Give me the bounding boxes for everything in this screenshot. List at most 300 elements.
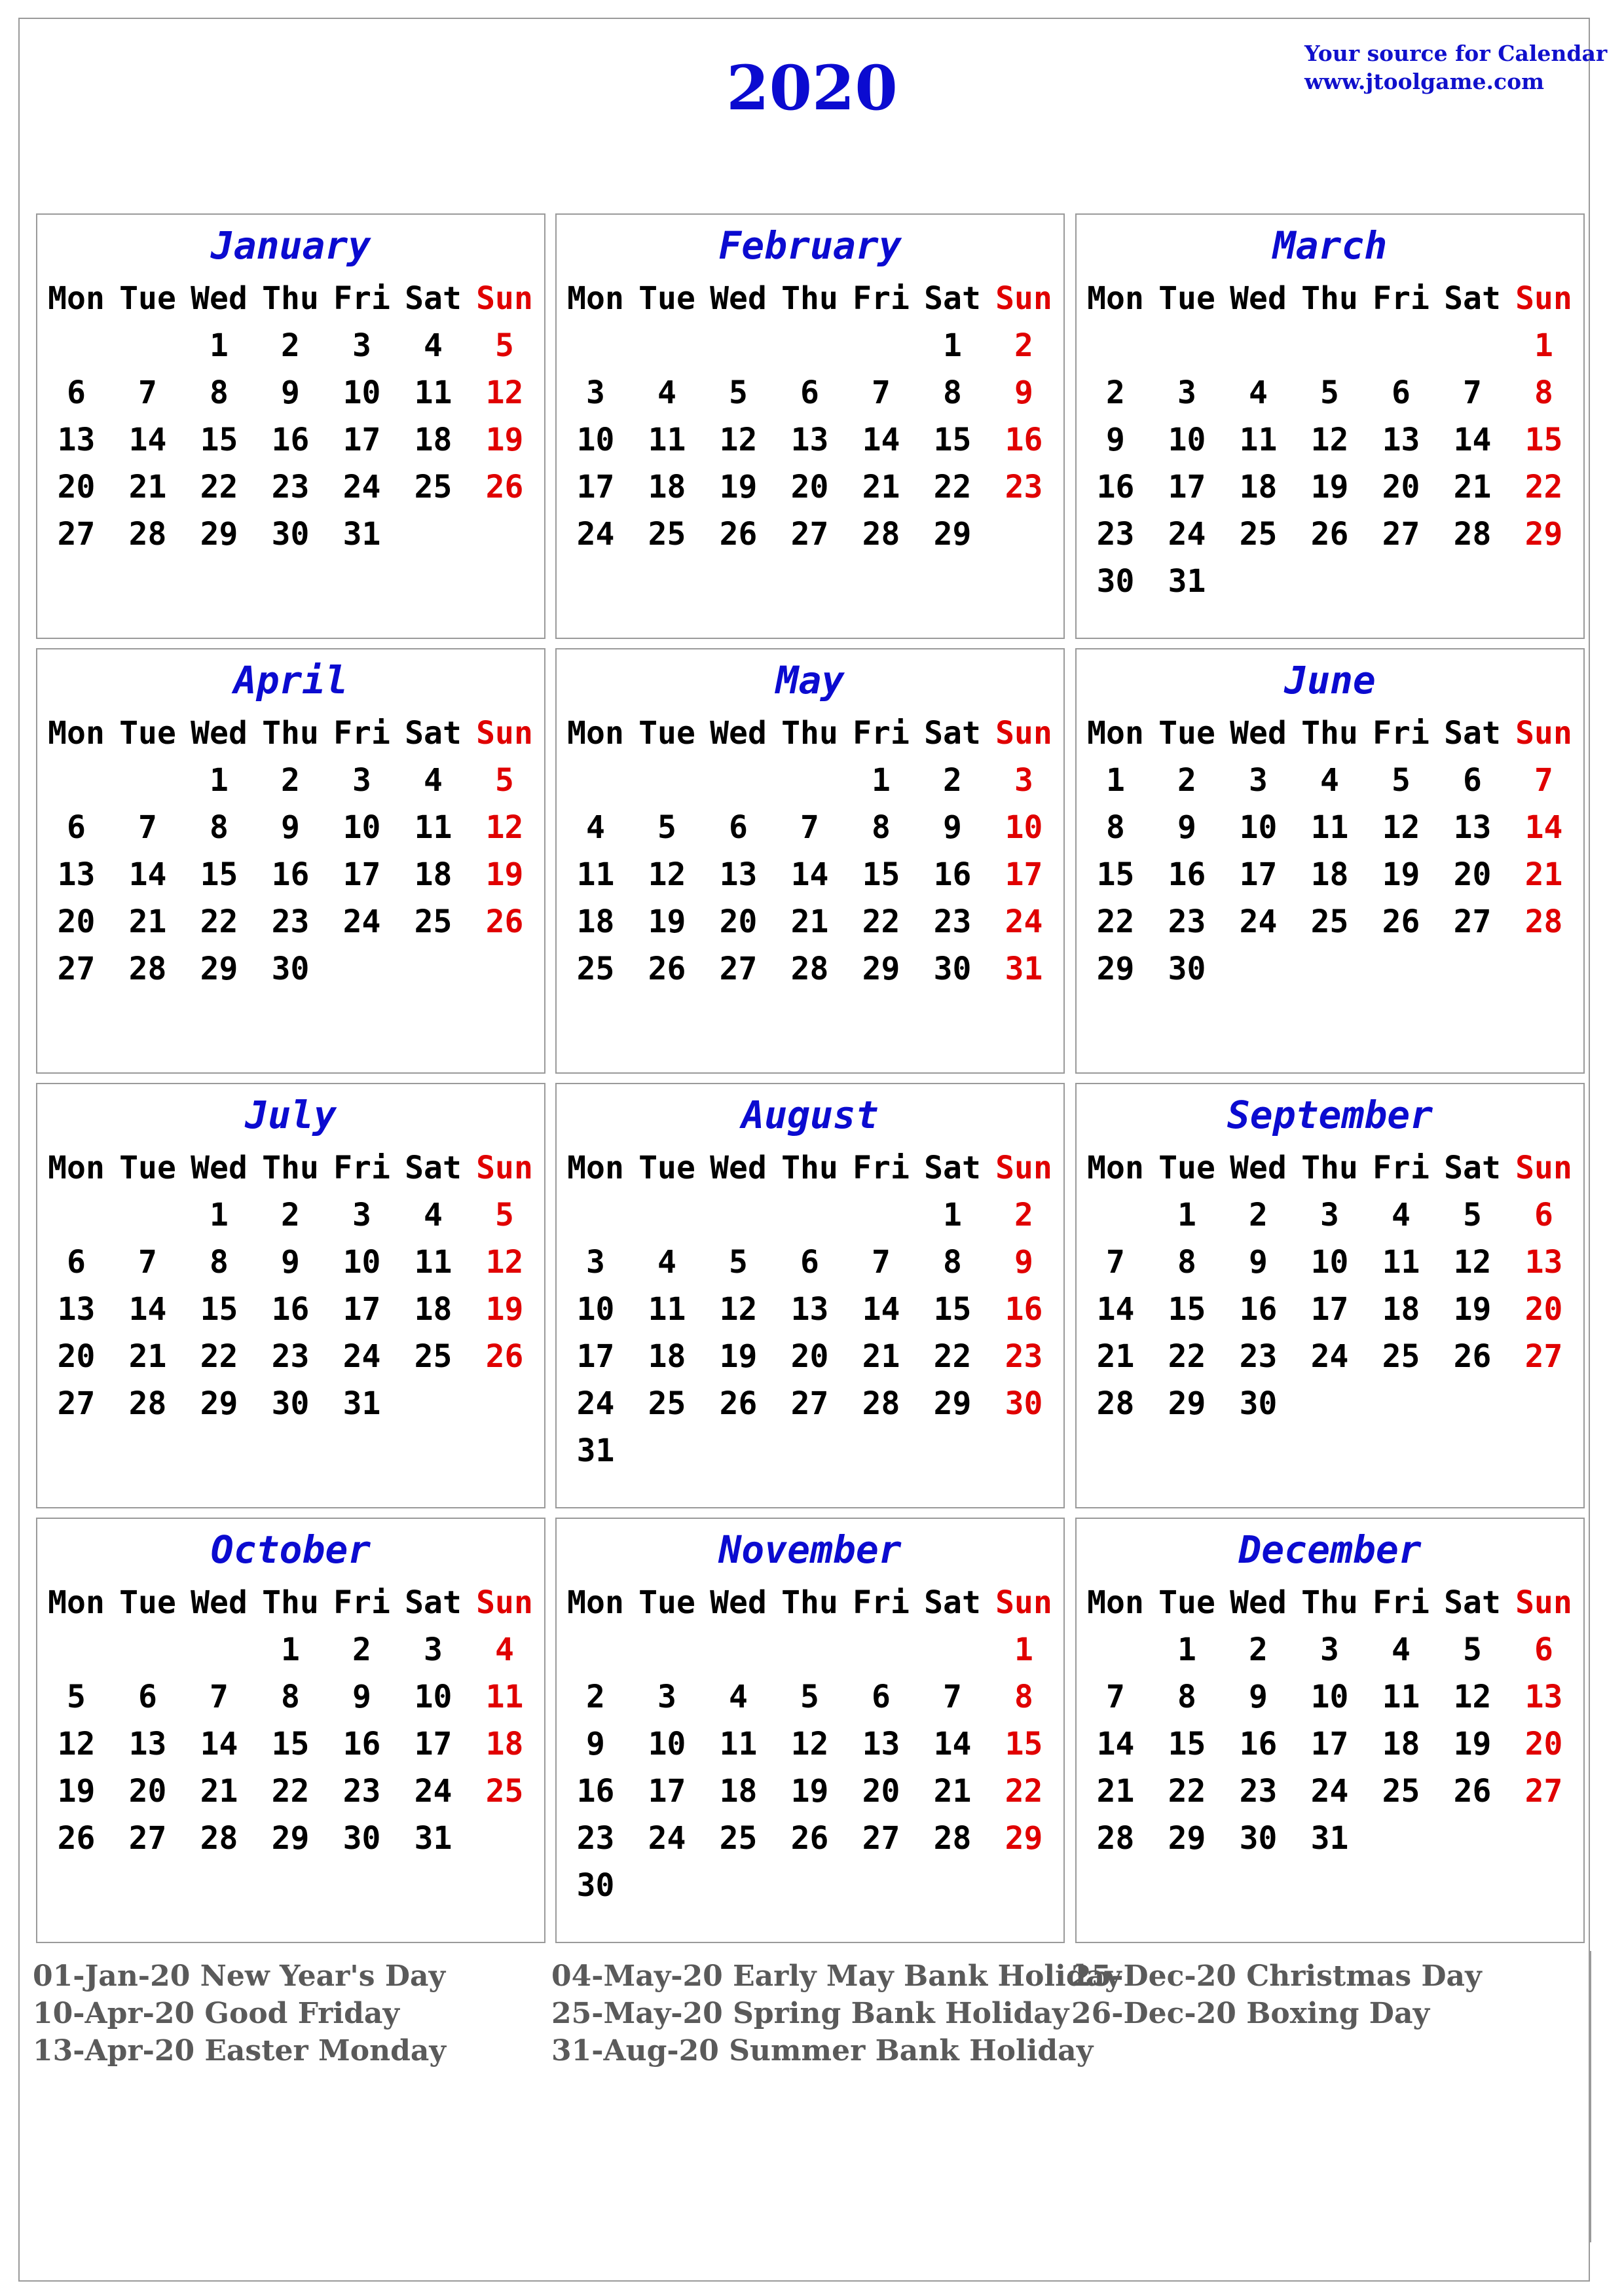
day-cell[interactable]: 13: [862, 1726, 900, 1762]
day-cell[interactable]: 7: [800, 809, 819, 846]
day-cell[interactable]: 27: [719, 951, 758, 987]
day-cell[interactable]: 22: [1096, 903, 1135, 940]
day-cell[interactable]: 14: [1524, 809, 1563, 846]
day-cell[interactable]: 13: [57, 856, 96, 893]
day-cell[interactable]: 26: [1453, 1773, 1492, 1810]
day-cell[interactable]: 28: [128, 1385, 167, 1422]
day-cell[interactable]: 8: [1534, 374, 1553, 411]
day-cell[interactable]: 22: [862, 903, 900, 940]
day-cell[interactable]: 6: [1534, 1197, 1553, 1233]
day-cell[interactable]: 23: [271, 469, 310, 505]
day-cell[interactable]: 10: [1168, 422, 1206, 458]
day-cell[interactable]: 13: [128, 1726, 167, 1762]
day-cell[interactable]: 3: [424, 1631, 443, 1668]
day-cell[interactable]: 30: [342, 1820, 381, 1857]
day-cell[interactable]: 6: [67, 809, 86, 846]
day-cell[interactable]: 25: [485, 1773, 524, 1810]
day-cell[interactable]: 28: [200, 1820, 238, 1857]
day-cell[interactable]: 11: [576, 856, 615, 893]
day-cell[interactable]: 2: [1249, 1631, 1268, 1668]
day-cell[interactable]: 12: [485, 1244, 524, 1281]
day-cell[interactable]: 18: [648, 1338, 686, 1375]
day-cell[interactable]: 28: [1096, 1385, 1135, 1422]
day-cell[interactable]: 31: [1005, 951, 1043, 987]
day-cell[interactable]: 26: [1382, 903, 1420, 940]
day-cell[interactable]: 19: [485, 422, 524, 458]
day-cell[interactable]: 25: [719, 1820, 758, 1857]
day-cell[interactable]: 5: [729, 374, 748, 411]
day-cell[interactable]: 5: [495, 1197, 514, 1233]
day-cell[interactable]: 17: [342, 856, 381, 893]
day-cell[interactable]: 15: [933, 1291, 972, 1328]
day-cell[interactable]: 19: [719, 469, 758, 505]
day-cell[interactable]: 22: [271, 1773, 310, 1810]
day-cell[interactable]: 6: [1392, 374, 1411, 411]
day-cell[interactable]: 16: [1005, 422, 1043, 458]
day-cell[interactable]: 3: [1014, 762, 1033, 799]
day-cell[interactable]: 10: [342, 809, 381, 846]
day-cell[interactable]: 30: [271, 951, 310, 987]
day-cell[interactable]: 21: [1453, 469, 1492, 505]
day-cell[interactable]: 21: [128, 1338, 167, 1375]
day-cell[interactable]: 14: [1096, 1726, 1135, 1762]
day-cell[interactable]: 4: [657, 1244, 676, 1281]
day-cell[interactable]: 26: [485, 1338, 524, 1375]
day-cell[interactable]: 6: [1534, 1631, 1553, 1668]
day-cell[interactable]: 17: [1310, 1726, 1349, 1762]
day-cell[interactable]: 25: [414, 903, 452, 940]
day-cell[interactable]: 14: [200, 1726, 238, 1762]
day-cell[interactable]: 6: [67, 374, 86, 411]
day-cell[interactable]: 3: [1249, 762, 1268, 799]
day-cell[interactable]: 21: [933, 1773, 972, 1810]
day-cell[interactable]: 14: [1453, 422, 1492, 458]
day-cell[interactable]: 26: [719, 1385, 758, 1422]
day-cell[interactable]: 4: [657, 374, 676, 411]
day-cell[interactable]: 2: [1177, 762, 1196, 799]
day-cell[interactable]: 14: [128, 1291, 167, 1328]
day-cell[interactable]: 10: [576, 422, 615, 458]
day-cell[interactable]: 2: [1014, 1197, 1033, 1233]
day-cell[interactable]: 29: [933, 516, 972, 553]
day-cell[interactable]: 9: [1014, 1244, 1033, 1281]
day-cell[interactable]: 11: [719, 1726, 758, 1762]
day-cell[interactable]: 27: [57, 951, 96, 987]
day-cell[interactable]: 31: [342, 516, 381, 553]
day-cell[interactable]: 15: [1168, 1726, 1206, 1762]
day-cell[interactable]: 10: [576, 1291, 615, 1328]
day-cell[interactable]: 28: [862, 1385, 900, 1422]
day-cell[interactable]: 8: [943, 374, 962, 411]
day-cell[interactable]: 27: [1524, 1338, 1563, 1375]
day-cell[interactable]: 29: [200, 516, 238, 553]
day-cell[interactable]: 4: [495, 1631, 514, 1668]
day-cell[interactable]: 20: [128, 1773, 167, 1810]
day-cell[interactable]: 5: [800, 1679, 819, 1715]
day-cell[interactable]: 18: [1310, 856, 1349, 893]
day-cell[interactable]: 12: [485, 374, 524, 411]
day-cell[interactable]: 26: [790, 1820, 829, 1857]
day-cell[interactable]: 15: [1096, 856, 1135, 893]
day-cell[interactable]: 28: [933, 1820, 972, 1857]
source-link[interactable]: www.jtoolgame.com: [1304, 69, 1545, 94]
day-cell[interactable]: 2: [1106, 374, 1125, 411]
day-cell[interactable]: 27: [128, 1820, 167, 1857]
day-cell[interactable]: 20: [862, 1773, 900, 1810]
day-cell[interactable]: 12: [719, 422, 758, 458]
day-cell[interactable]: 6: [1463, 762, 1482, 799]
day-cell[interactable]: 30: [271, 1385, 310, 1422]
day-cell[interactable]: 24: [342, 903, 381, 940]
day-cell[interactable]: 4: [1320, 762, 1339, 799]
day-cell[interactable]: 17: [576, 469, 615, 505]
day-cell[interactable]: 12: [1453, 1244, 1492, 1281]
day-cell[interactable]: 6: [872, 1679, 891, 1715]
day-cell[interactable]: 20: [790, 469, 829, 505]
day-cell[interactable]: 7: [1534, 762, 1553, 799]
day-cell[interactable]: 5: [67, 1679, 86, 1715]
day-cell[interactable]: 12: [1453, 1679, 1492, 1715]
day-cell[interactable]: 3: [657, 1679, 676, 1715]
day-cell[interactable]: 16: [1168, 856, 1206, 893]
day-cell[interactable]: 3: [586, 1244, 605, 1281]
day-cell[interactable]: 16: [271, 1291, 310, 1328]
day-cell[interactable]: 21: [1096, 1338, 1135, 1375]
day-cell[interactable]: 3: [1177, 374, 1196, 411]
day-cell[interactable]: 12: [648, 856, 686, 893]
day-cell[interactable]: 21: [790, 903, 829, 940]
day-cell[interactable]: 24: [342, 1338, 381, 1375]
day-cell[interactable]: 24: [414, 1773, 452, 1810]
day-cell[interactable]: 29: [933, 1385, 972, 1422]
day-cell[interactable]: 14: [862, 422, 900, 458]
day-cell[interactable]: 13: [790, 1291, 829, 1328]
day-cell[interactable]: 23: [271, 1338, 310, 1375]
day-cell[interactable]: 28: [1096, 1820, 1135, 1857]
day-cell[interactable]: 1: [210, 1197, 229, 1233]
day-cell[interactable]: 31: [1168, 563, 1206, 600]
day-cell[interactable]: 27: [1524, 1773, 1563, 1810]
day-cell[interactable]: 15: [1168, 1291, 1206, 1328]
day-cell[interactable]: 2: [281, 327, 300, 364]
day-cell[interactable]: 29: [862, 951, 900, 987]
day-cell[interactable]: 26: [485, 903, 524, 940]
day-cell[interactable]: 12: [1310, 422, 1349, 458]
day-cell[interactable]: 3: [1320, 1631, 1339, 1668]
day-cell[interactable]: 11: [485, 1679, 524, 1715]
day-cell[interactable]: 9: [281, 809, 300, 846]
day-cell[interactable]: 11: [1382, 1679, 1420, 1715]
day-cell[interactable]: 17: [1310, 1291, 1349, 1328]
day-cell[interactable]: 11: [648, 422, 686, 458]
day-cell[interactable]: 13: [1524, 1244, 1563, 1281]
day-cell[interactable]: 17: [1239, 856, 1278, 893]
day-cell[interactable]: 27: [57, 1385, 96, 1422]
day-cell[interactable]: 18: [576, 903, 615, 940]
day-cell[interactable]: 3: [352, 1197, 371, 1233]
day-cell[interactable]: 12: [790, 1726, 829, 1762]
day-cell[interactable]: 22: [200, 903, 238, 940]
day-cell[interactable]: 21: [862, 1338, 900, 1375]
day-cell[interactable]: 2: [281, 762, 300, 799]
day-cell[interactable]: 23: [1239, 1338, 1278, 1375]
day-cell[interactable]: 17: [648, 1773, 686, 1810]
day-cell[interactable]: 1: [943, 1197, 962, 1233]
day-cell[interactable]: 4: [729, 1679, 748, 1715]
day-cell[interactable]: 15: [200, 422, 238, 458]
day-cell[interactable]: 12: [719, 1291, 758, 1328]
day-cell[interactable]: 13: [57, 422, 96, 458]
day-cell[interactable]: 8: [943, 1244, 962, 1281]
day-cell[interactable]: 25: [1239, 516, 1278, 553]
day-cell[interactable]: 1: [1534, 327, 1553, 364]
day-cell[interactable]: 23: [1005, 469, 1043, 505]
day-cell[interactable]: 20: [1453, 856, 1492, 893]
day-cell[interactable]: 3: [1320, 1197, 1339, 1233]
day-cell[interactable]: 27: [1382, 516, 1420, 553]
day-cell[interactable]: 10: [1005, 809, 1043, 846]
day-cell[interactable]: 30: [576, 1867, 615, 1904]
day-cell[interactable]: 4: [1392, 1631, 1411, 1668]
day-cell[interactable]: 19: [719, 1338, 758, 1375]
day-cell[interactable]: 25: [1382, 1773, 1420, 1810]
day-cell[interactable]: 23: [933, 903, 972, 940]
day-cell[interactable]: 7: [138, 809, 157, 846]
day-cell[interactable]: 15: [862, 856, 900, 893]
day-cell[interactable]: 25: [414, 1338, 452, 1375]
day-cell[interactable]: 9: [1249, 1679, 1268, 1715]
day-cell[interactable]: 20: [1524, 1726, 1563, 1762]
day-cell[interactable]: 24: [1005, 903, 1043, 940]
day-cell[interactable]: 24: [576, 516, 615, 553]
day-cell[interactable]: 19: [1453, 1291, 1492, 1328]
day-cell[interactable]: 9: [1249, 1244, 1268, 1281]
day-cell[interactable]: 1: [210, 762, 229, 799]
day-cell[interactable]: 23: [1096, 516, 1135, 553]
day-cell[interactable]: 2: [281, 1197, 300, 1233]
day-cell[interactable]: 20: [790, 1338, 829, 1375]
day-cell[interactable]: 20: [57, 469, 96, 505]
day-cell[interactable]: 11: [1310, 809, 1349, 846]
day-cell[interactable]: 4: [424, 762, 443, 799]
day-cell[interactable]: 30: [271, 516, 310, 553]
day-cell[interactable]: 1: [872, 762, 891, 799]
day-cell[interactable]: 29: [271, 1820, 310, 1857]
day-cell[interactable]: 1: [1014, 1631, 1033, 1668]
day-cell[interactable]: 23: [1005, 1338, 1043, 1375]
day-cell[interactable]: 3: [352, 327, 371, 364]
day-cell[interactable]: 21: [1096, 1773, 1135, 1810]
day-cell[interactable]: 1: [943, 327, 962, 364]
day-cell[interactable]: 21: [200, 1773, 238, 1810]
day-cell[interactable]: 8: [281, 1679, 300, 1715]
day-cell[interactable]: 10: [1310, 1244, 1349, 1281]
day-cell[interactable]: 26: [1453, 1338, 1492, 1375]
day-cell[interactable]: 23: [342, 1773, 381, 1810]
day-cell[interactable]: 31: [1310, 1820, 1349, 1857]
day-cell[interactable]: 14: [862, 1291, 900, 1328]
day-cell[interactable]: 11: [414, 374, 452, 411]
day-cell[interactable]: 8: [872, 809, 891, 846]
day-cell[interactable]: 5: [1392, 762, 1411, 799]
day-cell[interactable]: 21: [862, 469, 900, 505]
day-cell[interactable]: 12: [485, 809, 524, 846]
day-cell[interactable]: 2: [586, 1679, 605, 1715]
day-cell[interactable]: 24: [1168, 516, 1206, 553]
day-cell[interactable]: 18: [414, 422, 452, 458]
day-cell[interactable]: 11: [414, 1244, 452, 1281]
day-cell[interactable]: 16: [1239, 1726, 1278, 1762]
day-cell[interactable]: 16: [271, 422, 310, 458]
day-cell[interactable]: 14: [790, 856, 829, 893]
day-cell[interactable]: 23: [1168, 903, 1206, 940]
day-cell[interactable]: 18: [1239, 469, 1278, 505]
day-cell[interactable]: 16: [1239, 1291, 1278, 1328]
day-cell[interactable]: 2: [943, 762, 962, 799]
day-cell[interactable]: 15: [200, 856, 238, 893]
day-cell[interactable]: 18: [719, 1773, 758, 1810]
day-cell[interactable]: 15: [933, 422, 972, 458]
day-cell[interactable]: 27: [862, 1820, 900, 1857]
day-cell[interactable]: 9: [281, 374, 300, 411]
day-cell[interactable]: 28: [128, 516, 167, 553]
day-cell[interactable]: 6: [800, 374, 819, 411]
day-cell[interactable]: 18: [414, 1291, 452, 1328]
day-cell[interactable]: 4: [586, 809, 605, 846]
day-cell[interactable]: 5: [1463, 1631, 1482, 1668]
day-cell[interactable]: 17: [342, 422, 381, 458]
day-cell[interactable]: 18: [1382, 1291, 1420, 1328]
day-cell[interactable]: 7: [138, 1244, 157, 1281]
day-cell[interactable]: 9: [281, 1244, 300, 1281]
day-cell[interactable]: 23: [271, 903, 310, 940]
day-cell[interactable]: 24: [1310, 1773, 1349, 1810]
day-cell[interactable]: 30: [1239, 1385, 1278, 1422]
day-cell[interactable]: 8: [1014, 1679, 1033, 1715]
day-cell[interactable]: 16: [933, 856, 972, 893]
day-cell[interactable]: 18: [1382, 1726, 1420, 1762]
day-cell[interactable]: 19: [1310, 469, 1349, 505]
day-cell[interactable]: 29: [200, 1385, 238, 1422]
day-cell[interactable]: 8: [1106, 809, 1125, 846]
day-cell[interactable]: 24: [648, 1820, 686, 1857]
day-cell[interactable]: 22: [933, 469, 972, 505]
day-cell[interactable]: 30: [1168, 951, 1206, 987]
day-cell[interactable]: 26: [1310, 516, 1349, 553]
day-cell[interactable]: 7: [872, 1244, 891, 1281]
day-cell[interactable]: 6: [67, 1244, 86, 1281]
day-cell[interactable]: 29: [1524, 516, 1563, 553]
day-cell[interactable]: 29: [1168, 1820, 1206, 1857]
day-cell[interactable]: 18: [648, 469, 686, 505]
day-cell[interactable]: 14: [1096, 1291, 1135, 1328]
day-cell[interactable]: 13: [790, 422, 829, 458]
day-cell[interactable]: 14: [128, 422, 167, 458]
day-cell[interactable]: 1: [210, 327, 229, 364]
day-cell[interactable]: 13: [1453, 809, 1492, 846]
day-cell[interactable]: 22: [1005, 1773, 1043, 1810]
day-cell[interactable]: 9: [1014, 374, 1033, 411]
day-cell[interactable]: 7: [1463, 374, 1482, 411]
day-cell[interactable]: 18: [485, 1726, 524, 1762]
day-cell[interactable]: 21: [128, 903, 167, 940]
day-cell[interactable]: 25: [1310, 903, 1349, 940]
day-cell[interactable]: 19: [57, 1773, 96, 1810]
day-cell[interactable]: 22: [1168, 1338, 1206, 1375]
day-cell[interactable]: 11: [414, 809, 452, 846]
day-cell[interactable]: 13: [1524, 1679, 1563, 1715]
day-cell[interactable]: 9: [352, 1679, 371, 1715]
day-cell[interactable]: 28: [862, 516, 900, 553]
day-cell[interactable]: 28: [790, 951, 829, 987]
day-cell[interactable]: 29: [1168, 1385, 1206, 1422]
day-cell[interactable]: 27: [1453, 903, 1492, 940]
day-cell[interactable]: 21: [1524, 856, 1563, 893]
day-cell[interactable]: 6: [138, 1679, 157, 1715]
day-cell[interactable]: 7: [1106, 1244, 1125, 1281]
day-cell[interactable]: 19: [485, 1291, 524, 1328]
day-cell[interactable]: 26: [648, 951, 686, 987]
day-cell[interactable]: 17: [342, 1291, 381, 1328]
day-cell[interactable]: 26: [485, 469, 524, 505]
day-cell[interactable]: 26: [57, 1820, 96, 1857]
day-cell[interactable]: 8: [1177, 1244, 1196, 1281]
day-cell[interactable]: 13: [719, 856, 758, 893]
day-cell[interactable]: 29: [200, 951, 238, 987]
day-cell[interactable]: 19: [1453, 1726, 1492, 1762]
day-cell[interactable]: 19: [648, 903, 686, 940]
day-cell[interactable]: 29: [1005, 1820, 1043, 1857]
day-cell[interactable]: 9: [586, 1726, 605, 1762]
day-cell[interactable]: 31: [414, 1820, 452, 1857]
day-cell[interactable]: 6: [729, 809, 748, 846]
day-cell[interactable]: 15: [1005, 1726, 1043, 1762]
day-cell[interactable]: 9: [1177, 809, 1196, 846]
day-cell[interactable]: 2: [352, 1631, 371, 1668]
day-cell[interactable]: 5: [657, 809, 676, 846]
day-cell[interactable]: 7: [943, 1679, 962, 1715]
day-cell[interactable]: 17: [1005, 856, 1043, 893]
day-cell[interactable]: 20: [57, 903, 96, 940]
day-cell[interactable]: 5: [495, 327, 514, 364]
day-cell[interactable]: 19: [485, 856, 524, 893]
day-cell[interactable]: 8: [210, 374, 229, 411]
day-cell[interactable]: 29: [1096, 951, 1135, 987]
day-cell[interactable]: 19: [1382, 856, 1420, 893]
day-cell[interactable]: 31: [576, 1432, 615, 1469]
day-cell[interactable]: 27: [790, 1385, 829, 1422]
day-cell[interactable]: 22: [1168, 1773, 1206, 1810]
day-cell[interactable]: 25: [648, 1385, 686, 1422]
day-cell[interactable]: 11: [648, 1291, 686, 1328]
day-cell[interactable]: 10: [1310, 1679, 1349, 1715]
day-cell[interactable]: 7: [872, 374, 891, 411]
day-cell[interactable]: 24: [1239, 903, 1278, 940]
day-cell[interactable]: 14: [128, 856, 167, 893]
day-cell[interactable]: 4: [1392, 1197, 1411, 1233]
day-cell[interactable]: 11: [1239, 422, 1278, 458]
day-cell[interactable]: 18: [414, 856, 452, 893]
day-cell[interactable]: 9: [943, 809, 962, 846]
day-cell[interactable]: 28: [1524, 903, 1563, 940]
day-cell[interactable]: 8: [210, 1244, 229, 1281]
day-cell[interactable]: 5: [1320, 374, 1339, 411]
day-cell[interactable]: 26: [719, 516, 758, 553]
day-cell[interactable]: 10: [342, 1244, 381, 1281]
day-cell[interactable]: 27: [790, 516, 829, 553]
day-cell[interactable]: 25: [1382, 1338, 1420, 1375]
day-cell[interactable]: 7: [138, 374, 157, 411]
